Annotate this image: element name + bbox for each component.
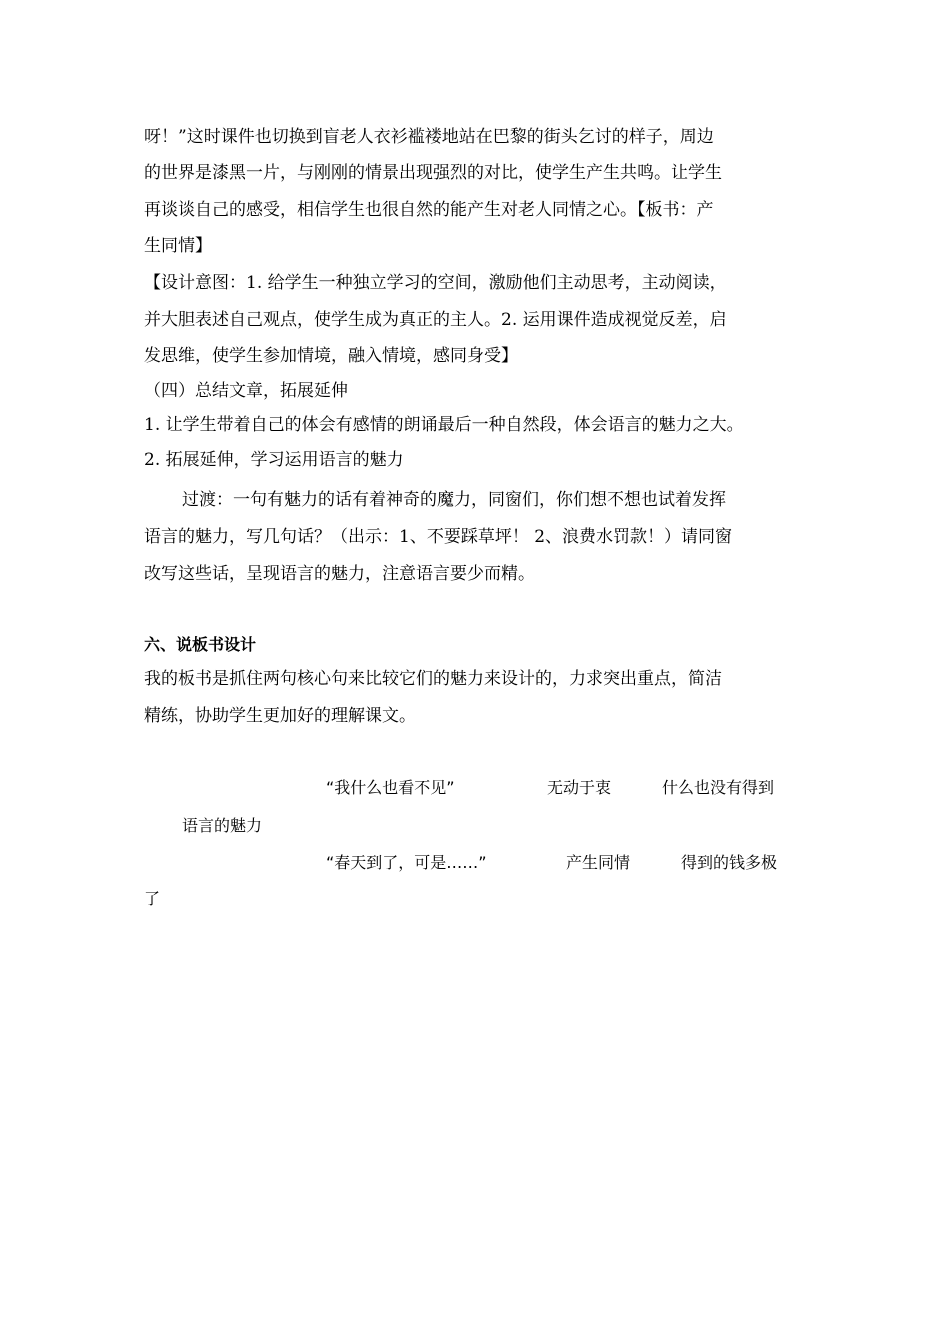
design-intent-line: 发思维，使学生参加情境，融入情境，感同身受】 xyxy=(144,346,518,366)
board-result-1: 什么也没有得到 xyxy=(662,778,775,797)
transition-line: 过渡：一句有魅力的话有着神奇的魔力，同窗们，你们想不想也试着发挥 xyxy=(182,490,726,510)
board-result-2: 得到的钱多极 xyxy=(681,853,778,872)
list-item-1: 1. 让学生带着自己的体会有感情的朗诵最后一种自然段，体会语言的魅力之大。 xyxy=(144,415,744,435)
section-6-body-line: 我的板书是抓住两句核心句来比较它们的魅力来设计的，力求突出重点，简洁 xyxy=(144,669,722,689)
paragraph-line: 呀！”这时课件也切换到盲老人衣衫褴褛地站在巴黎的街头乞讨的样子，周边 xyxy=(144,127,714,147)
board-title: 语言的魅力 xyxy=(182,816,263,835)
section-6-body-line: 精练，协助学生更加好的理解课文。 xyxy=(144,706,416,726)
board-effect-1: 无动于衷 xyxy=(547,778,612,797)
board-result-2-wrap: 了 xyxy=(144,889,161,908)
section-6-heading: 六、说板书设计 xyxy=(144,635,257,654)
design-intent-line: 【设计意图：1. 给学生一种独立学习的空间，激励他们主动思考，主动阅读， xyxy=(144,273,727,293)
paragraph-line: 再谈谈自己的感受，相信学生也很自然的能产生对老人同情之心。【板书：产 xyxy=(144,200,714,220)
transition-line: 改写这些话，呈现语言的魅力，注意语言要少而精。 xyxy=(144,564,535,584)
section-4-title: （四）总结文章，拓展延伸 xyxy=(144,381,348,401)
paragraph-line: 生同情】 xyxy=(144,236,212,256)
list-item-2: 2. 拓展延伸，学习运用语言的魅力 xyxy=(144,450,404,470)
transition-line: 语言的魅力，写几句话？（出示：1、不要踩草坪！ 2、浪费水罚款！）请同窗 xyxy=(144,527,733,547)
board-quote-2: “春天到了，可是……” xyxy=(326,853,487,872)
board-effect-2: 产生同情 xyxy=(566,853,631,872)
design-intent-line: 并大胆表述自己观点，使学生成为真正的主人。2. 运用课件造成视觉反差，启 xyxy=(144,310,727,330)
paragraph-line: 的世界是漆黑一片，与刚刚的情景出现强烈的对比，使学生产生共鸣。让学生 xyxy=(144,163,722,183)
board-quote-1: “我什么也看不见” xyxy=(326,778,455,797)
